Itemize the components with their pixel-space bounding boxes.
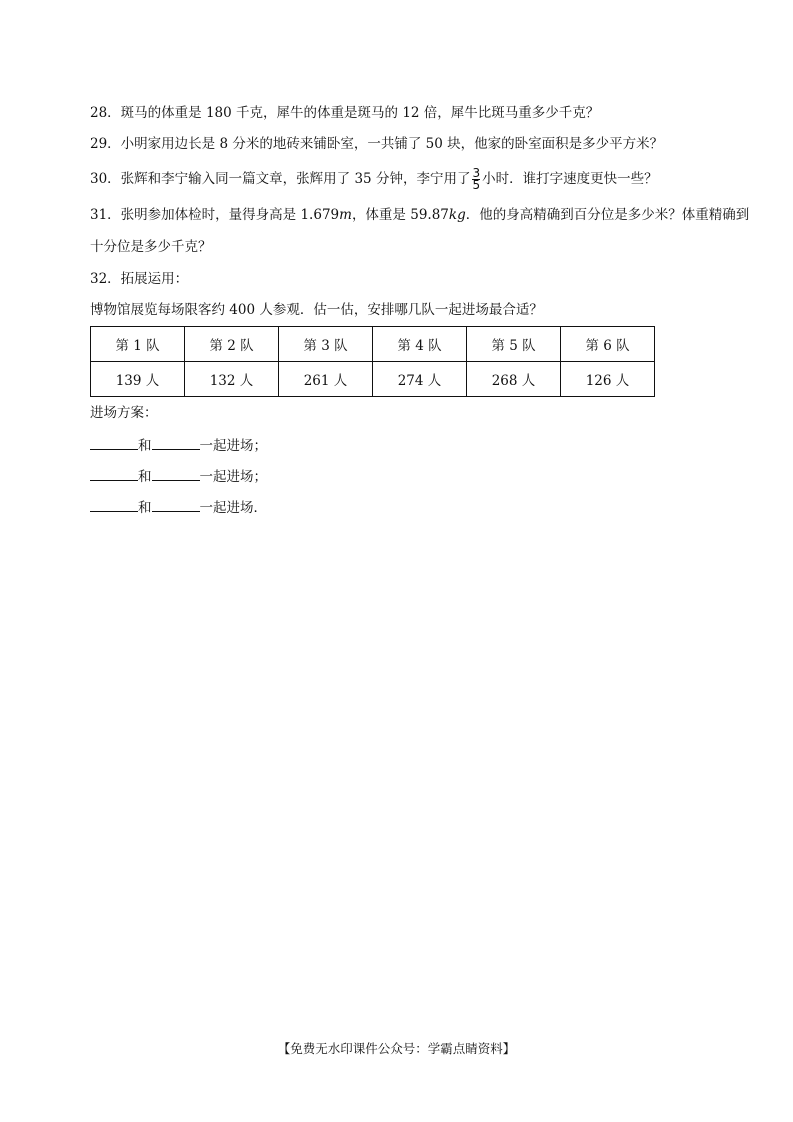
question-30 — [90, 168, 658, 191]
answer-blank[interactable] — [90, 466, 138, 481]
team-table — [90, 326, 655, 397]
team-3-count: 261 人 — [279, 362, 373, 397]
question-31-part-1: 31．张明参加体检时，量得身高是 1.679 — [90, 207, 340, 223]
team-header-row — [91, 327, 655, 362]
connector-text: 和 — [138, 500, 152, 516]
unit-kilogram: kg — [448, 207, 466, 223]
question-30-text-before: 30．张辉和李宁输入同一篇文章，张辉用了 35 分钟，李宁用了 — [90, 171, 471, 187]
team-6-header: 第 6 队 — [561, 327, 655, 362]
plan-suffix: 一起进场． — [199, 500, 267, 516]
question-30-text-after: 小时．谁打字速度更快一些？ — [482, 171, 658, 187]
answer-blank[interactable] — [90, 497, 138, 512]
question-32-title: 32．拓展运用： — [90, 271, 189, 287]
footer-watermark: 【免费无水印课件公众号：学霸点睛资料】 — [277, 1041, 516, 1056]
team-2-header: 第 2 队 — [185, 327, 279, 362]
connector-text: 和 — [138, 438, 152, 454]
question-28: 28．斑马的体重是 180 千克，犀牛的体重是斑马的 12 倍，犀牛比斑马重多少千克？ — [90, 105, 600, 121]
question-32-prompt: 博物馆展览每场限客约 400 人参观．估一估，安排哪几队一起进场最合适？ — [90, 302, 543, 318]
question-31-part-2: ，体重是 59.87 — [351, 207, 449, 223]
team-1-count: 139 人 — [91, 362, 185, 397]
team-4-count: 274 人 — [373, 362, 467, 397]
question-31-part-3: ．他的身高精确到百分位是多少米？体重精确到 — [465, 207, 750, 223]
team-5-header: 第 5 队 — [467, 327, 561, 362]
plan-suffix: 一起进场； — [199, 438, 267, 454]
unit-meter: m — [339, 207, 352, 223]
plan-label: 进场方案： — [90, 405, 158, 421]
fraction-denominator: 5 — [472, 178, 481, 192]
answer-blank[interactable] — [152, 497, 200, 512]
question-29: 29．小明家用边长是 8 分米的地砖来铺卧室，一共铺了 50 块，他家的卧室面积是多少平方米？ — [90, 136, 664, 152]
plan-line-3 — [90, 497, 267, 517]
connector-text: 和 — [138, 469, 152, 485]
fraction-numerator: 3 — [472, 166, 481, 180]
team-2-count: 132 人 — [185, 362, 279, 397]
question-31-line-1 — [90, 206, 749, 224]
team-count-row — [91, 362, 655, 397]
answer-blank[interactable] — [152, 435, 200, 450]
plan-line-2 — [90, 466, 267, 486]
answer-blank[interactable] — [90, 435, 138, 450]
team-6-count: 126 人 — [561, 362, 655, 397]
question-31-line-2: 十分位是多少千克？ — [90, 239, 212, 255]
plan-suffix: 一起进场； — [199, 469, 267, 485]
fraction-three-fifths — [472, 168, 480, 191]
answer-blank[interactable] — [152, 466, 200, 481]
team-1-header: 第 1 队 — [91, 327, 185, 362]
team-4-header: 第 4 队 — [373, 327, 467, 362]
team-3-header: 第 3 队 — [279, 327, 373, 362]
plan-line-1 — [90, 435, 267, 455]
team-5-count: 268 人 — [467, 362, 561, 397]
